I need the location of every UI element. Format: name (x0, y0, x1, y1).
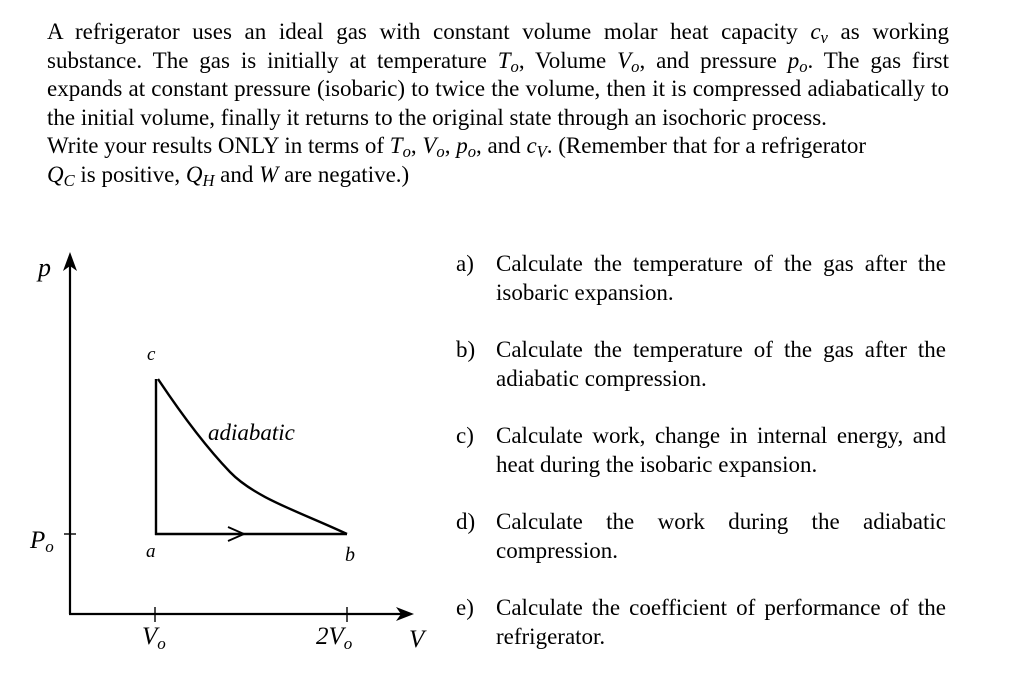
volume-axis-label: V (409, 626, 425, 653)
symbol-subscript: C (63, 171, 75, 191)
adiabatic-curve (158, 379, 347, 534)
text-segment: . The gas first expands at constant pressure (isobaric) to twice the volume, then it is compressed adiabatically to the initial volume, finally it returns to the original state through an isochoric process. (47, 47, 949, 130)
symbol-subscript: o (631, 56, 640, 76)
symbol-qh: Q (185, 161, 203, 187)
text-segment: and (214, 161, 260, 187)
question-label: a) (456, 251, 474, 276)
instruction-text (47, 132, 949, 189)
symbol-cv: c (810, 19, 821, 44)
question-text: Calculate the work during the adiabatic compression. (496, 509, 946, 563)
symbol-subscript: H (202, 171, 215, 191)
question-label: c) (456, 423, 474, 448)
text-segment: , and (475, 133, 527, 159)
problem-statement (47, 18, 949, 190)
question-text: Calculate the temperature of the gas after the adiabatic compression. (496, 337, 946, 391)
symbol-subscript: V (536, 142, 547, 162)
point-c-label: c (147, 344, 156, 365)
symbol-cv: c (526, 133, 537, 159)
text-segment: is positive, (74, 161, 186, 187)
question-label: e) (456, 595, 474, 620)
question-a (456, 250, 946, 307)
text-segment: . (Remember that for a refrigerator (546, 133, 867, 159)
pressure-axis-label: p (38, 253, 51, 282)
question-d (456, 508, 946, 565)
symbol-v0: V (422, 133, 437, 159)
question-e (456, 594, 946, 651)
symbol-qc: Q (47, 161, 64, 187)
pv-diagram (0, 240, 450, 673)
adiabatic-label: adiabatic (208, 420, 295, 445)
text-segment: are negative.) (278, 161, 410, 187)
symbol-subscript: o (799, 56, 808, 76)
question-b (456, 336, 946, 393)
symbol-p0: p (787, 47, 800, 73)
symbol-w: W (259, 161, 279, 187)
question-label: b) (456, 337, 476, 362)
text-segment: , (444, 133, 457, 159)
symbol-subscript: o (436, 142, 445, 162)
symbol-subscript: o (467, 142, 476, 162)
symbol-p0: p (456, 133, 468, 159)
question-label: d) (456, 509, 476, 534)
v0-label: $V_o$ (142, 623, 166, 653)
question-c (456, 422, 946, 479)
point-a-label: a (146, 541, 156, 562)
question-text: Calculate the temperature of the gas after the isobaric expansion. (496, 251, 946, 305)
text-segment: , (410, 133, 423, 159)
point-b-label: b (345, 544, 355, 566)
symbol-t0: T (497, 47, 511, 73)
p0-label: Po (30, 527, 54, 556)
symbol-subscript: v (820, 28, 828, 48)
question-text: Calculate work, change in internal energy, and heat during the isobaric expansion. (496, 423, 946, 477)
text-segment: Write your results ONLY in terms of (47, 133, 390, 159)
problem-description (47, 18, 949, 132)
question-text: Calculate the coefficient of performance of the refrigerator. (496, 595, 946, 649)
text-segment: , Volume (518, 47, 618, 73)
two-v0-label: $2V_o$ (316, 623, 353, 653)
symbol-v0: V (617, 47, 632, 73)
symbol-subscript: o (402, 142, 411, 162)
text-segment: , and pressure (639, 47, 788, 73)
symbol-subscript: o (510, 56, 519, 76)
symbol-t0: T (389, 133, 403, 159)
text-segment: as working substance. The gas is initially at temperature (47, 19, 949, 73)
text-segment: A refrigerator uses an ideal gas with constant volume molar heat capacity (47, 19, 811, 44)
